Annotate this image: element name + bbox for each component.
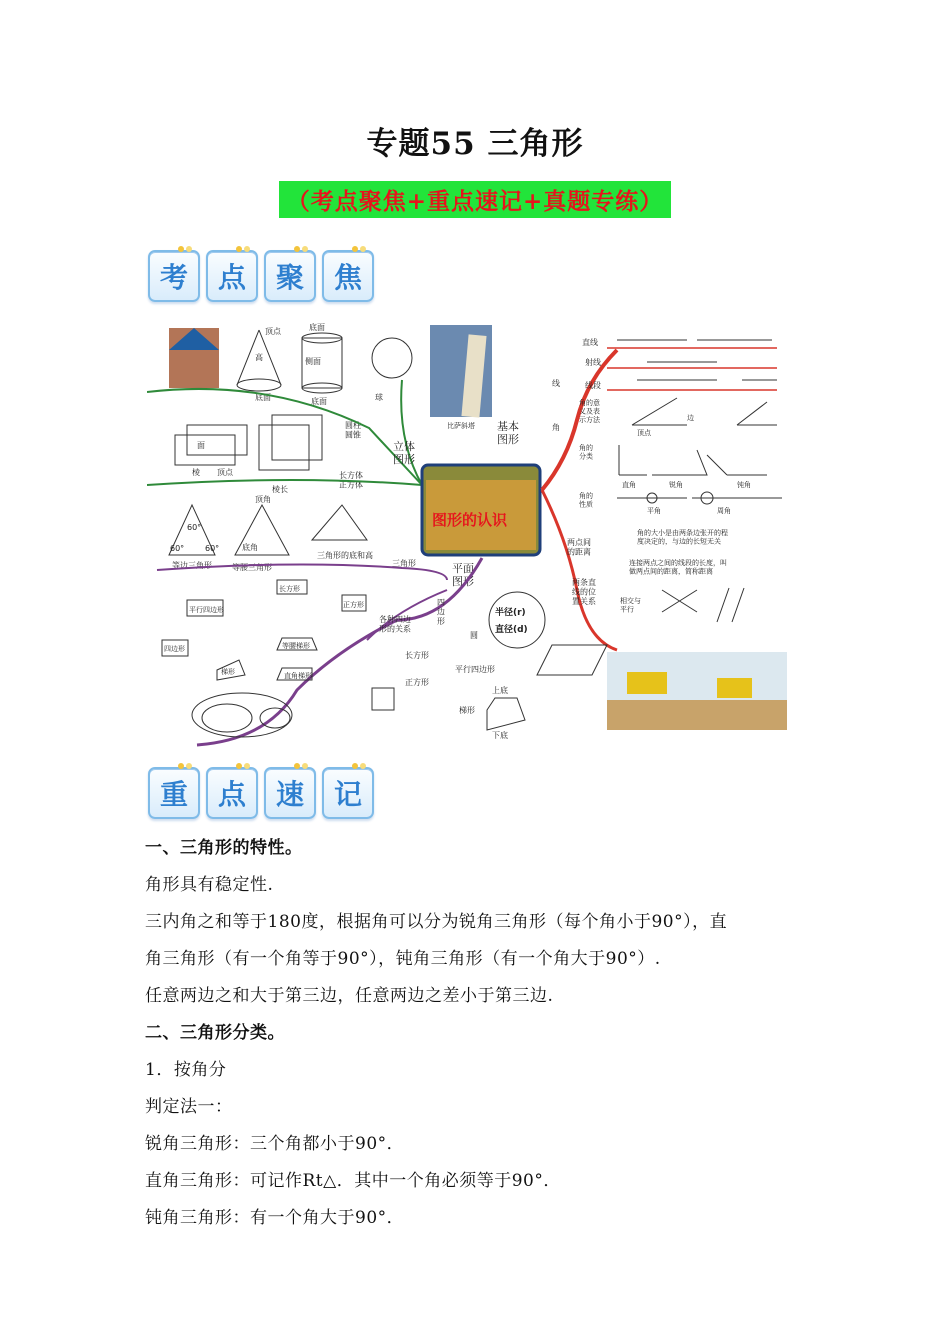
mm-angle-prop: 角的性质 bbox=[579, 492, 593, 509]
mm-angle-group: 角 bbox=[552, 423, 560, 432]
mm-up-base: 上底 bbox=[492, 686, 508, 695]
mm-trapezoid: 梯形 bbox=[221, 668, 235, 676]
mm-square: 正方形 bbox=[405, 678, 429, 687]
note-line: 二、三角形分类。 bbox=[145, 1023, 285, 1043]
mm-acute: 锐角 bbox=[669, 481, 683, 489]
tile-8: 记 bbox=[322, 767, 374, 819]
note-line: 角形具有稳定性. bbox=[145, 875, 274, 895]
mm-cyl-cone: 圆柱圆锥 bbox=[345, 421, 361, 440]
mm-straight-angle: 平角 bbox=[647, 507, 661, 515]
note-line: 钝角三角形：有一个角大于90°． bbox=[145, 1208, 405, 1228]
mm-ray: 射线 bbox=[585, 358, 601, 367]
ball-shape bbox=[372, 338, 412, 378]
mm-quad: 四边形 bbox=[437, 598, 445, 627]
mm-para-small: 平行四边形 bbox=[189, 606, 224, 614]
mm-ball: 球 bbox=[375, 393, 383, 402]
notes-body bbox=[145, 830, 815, 1237]
mm-angle-def: 角的意义及表示方法 bbox=[579, 399, 600, 424]
mm-tower: 比萨斜塔 bbox=[447, 422, 475, 430]
mm-iso-trap: 等腰梯形 bbox=[282, 642, 310, 650]
subtitle: （考点聚焦+重点速记+真题专练） bbox=[279, 181, 672, 218]
mm-para: 平行四边形 bbox=[455, 665, 495, 674]
mm-vertex: 顶点 bbox=[265, 327, 281, 336]
mm-edge: 棱 bbox=[192, 468, 200, 477]
mindmap-diagram bbox=[147, 320, 802, 750]
mm-cyl-base2: 底面 bbox=[311, 397, 327, 406]
tile-1: 考 bbox=[148, 250, 200, 302]
mm-down-base: 下底 bbox=[492, 731, 508, 740]
mm-vertex-c: 顶点 bbox=[217, 468, 233, 477]
note-line: 判定法一： bbox=[145, 1097, 233, 1117]
tile-7: 速 bbox=[264, 767, 316, 819]
section-header-kaodian bbox=[148, 250, 374, 302]
mm-equil: 等边三角形 bbox=[172, 561, 212, 570]
note-line: 角三角形（有一个角等于90°），钝角三角形（有一个角大于90°）. bbox=[145, 949, 661, 969]
mm-right-angle: 直角 bbox=[622, 481, 636, 489]
mm-quadrilateral: 四边形 bbox=[164, 645, 185, 653]
mm-tri-base-h: 三角形的底和高 bbox=[317, 551, 373, 560]
mm-segment: 线段 bbox=[585, 381, 601, 390]
note-line: 三内角之和等于180度，根据角可以分为锐角三角形（每个角小于90°），直 bbox=[145, 912, 728, 932]
mm-edge-len: 棱长 bbox=[272, 485, 288, 494]
mm-diam: 直径(d) bbox=[495, 625, 528, 635]
tile-6: 点 bbox=[206, 767, 258, 819]
mm-base: 底面 bbox=[255, 393, 271, 402]
mm-quad-rel: 各种四边形的关系 bbox=[379, 615, 411, 634]
mm-cuboid: 长方体正方体 bbox=[339, 471, 363, 490]
tile-2: 点 bbox=[206, 250, 258, 302]
note-line: 1．按角分 bbox=[145, 1060, 227, 1080]
mm-iso: 等腰三角形 bbox=[232, 563, 272, 572]
note-line: 一、三角形的特性。 bbox=[145, 838, 303, 858]
tile-5: 重 bbox=[148, 767, 200, 819]
mm-two-point: 两点间的距离 bbox=[567, 538, 591, 557]
tile-3: 聚 bbox=[264, 250, 316, 302]
mm-60-c: 60° bbox=[205, 544, 220, 553]
mm-two-point-text: 连接两点之间的线段的长度，叫做两点间的距离，简称距离 bbox=[629, 559, 727, 576]
mm-right-trap: 直角梯形 bbox=[284, 672, 312, 680]
note-line: 任意两边之和大于第三边，任意两边之差小于第三边. bbox=[145, 986, 554, 1006]
subtitle-banner bbox=[0, 181, 950, 218]
mm-branch-solid: 立体图形 bbox=[393, 440, 415, 467]
mm-tri: 三角形 bbox=[392, 559, 416, 568]
note-line: 直角三角形：可记作Rt△．其中一个角必须等于90°． bbox=[145, 1171, 561, 1191]
mm-straight: 直线 bbox=[582, 338, 598, 347]
mm-rect-small: 长方形 bbox=[279, 585, 300, 593]
mm-square-small: 正方形 bbox=[343, 601, 364, 609]
mm-cyl-base: 底面 bbox=[309, 323, 325, 332]
mm-apex: 顶角 bbox=[255, 495, 271, 504]
mm-branch-basic: 基本图形 bbox=[497, 420, 519, 447]
mm-center: 图形的认识 bbox=[432, 511, 508, 529]
mm-trap: 梯形 bbox=[459, 706, 475, 715]
mm-angle-prop-text: 角的大小是由两条边张开的程度决定的，与边的长短无关 bbox=[637, 529, 728, 546]
mm-two-lines: 两条直线的位置关系 bbox=[572, 578, 596, 607]
mm-face: 面 bbox=[197, 441, 205, 450]
mm-round-angle: 周角 bbox=[717, 507, 731, 515]
mm-radius: 半径(r) bbox=[495, 608, 526, 618]
note-line: 锐角三角形：三个角都小于90°． bbox=[145, 1134, 405, 1154]
tile-4: 焦 bbox=[322, 250, 374, 302]
mm-line-group: 线 bbox=[552, 379, 560, 388]
mm-height: 高 bbox=[255, 353, 263, 362]
mm-base-angle: 底角 bbox=[242, 543, 258, 552]
mm-side-edge: 边 bbox=[687, 414, 694, 422]
mm-circle: 圆 bbox=[470, 631, 478, 640]
mm-obtuse: 钝角 bbox=[737, 481, 751, 489]
mm-side: 侧面 bbox=[305, 357, 321, 366]
mm-angle-class: 角的分类 bbox=[579, 444, 593, 461]
mm-branch-plane: 平面图形 bbox=[452, 562, 474, 589]
mm-intersect: 相交与平行 bbox=[620, 597, 641, 614]
mm-rect: 长方形 bbox=[405, 651, 429, 660]
mm-60-a: 60° bbox=[187, 523, 202, 532]
page-title: 专题55 三角形 bbox=[366, 126, 584, 162]
mm-60-b: 60° bbox=[170, 544, 185, 553]
section-header-zhongdian bbox=[148, 767, 374, 819]
mm-vertex2: 顶点 bbox=[637, 429, 651, 437]
